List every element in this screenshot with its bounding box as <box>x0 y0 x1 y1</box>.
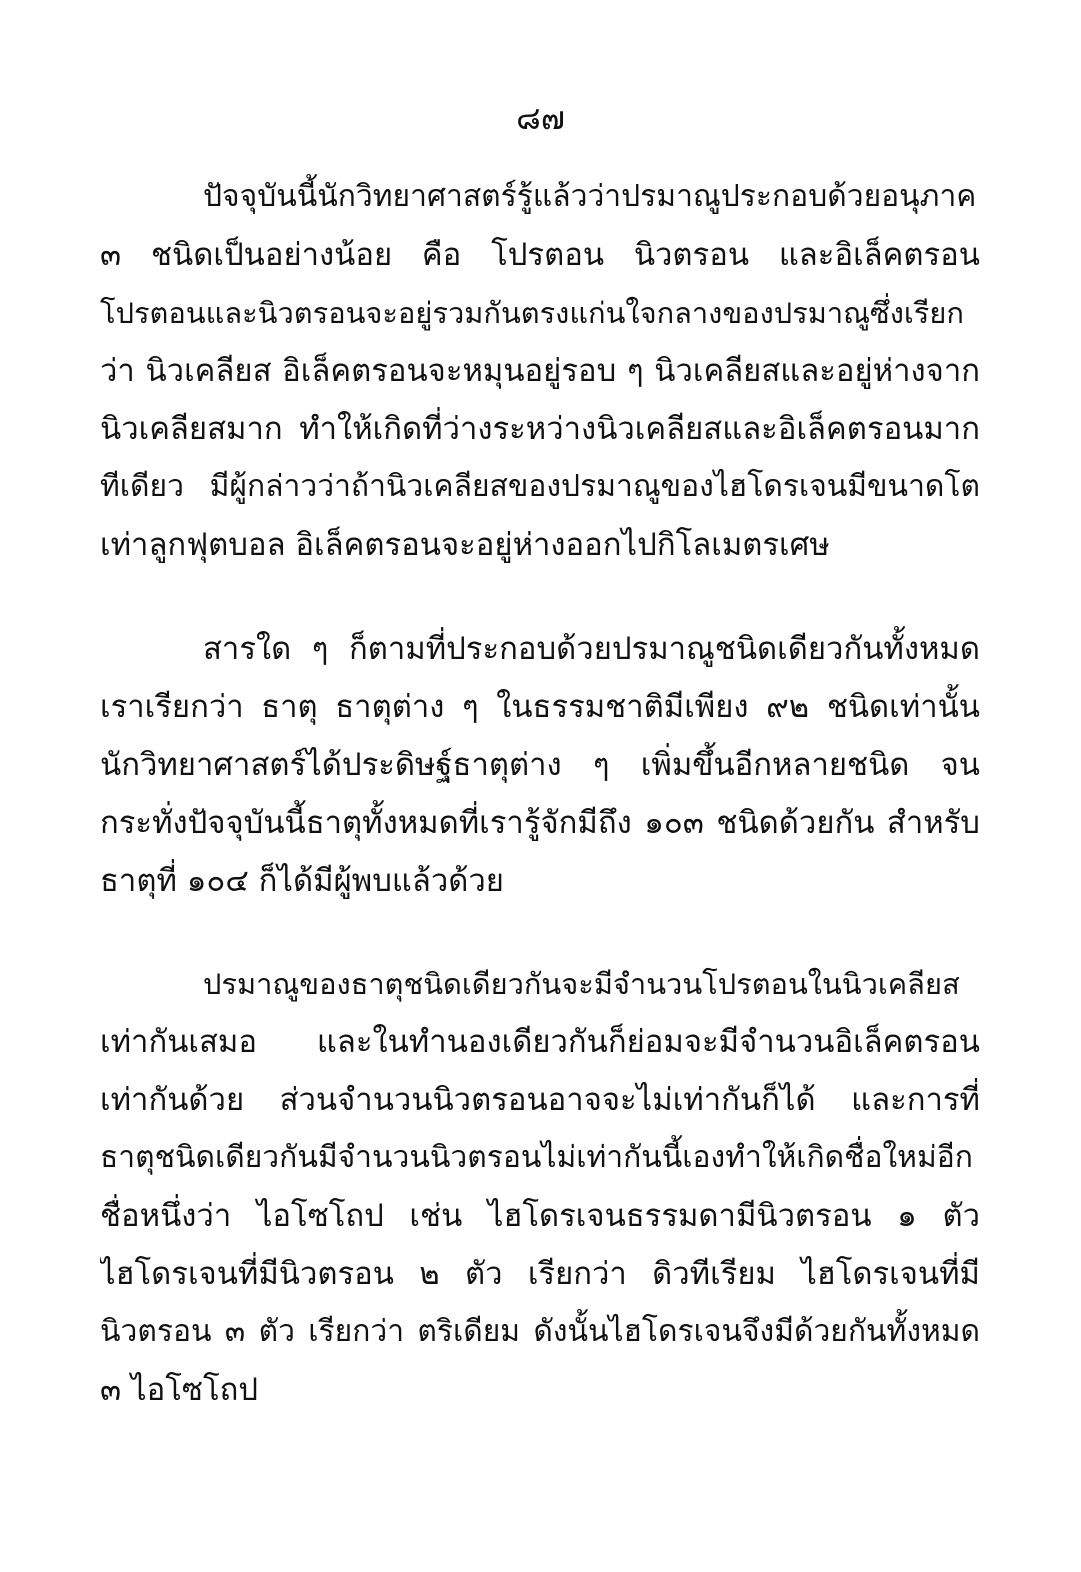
text-line: เท่ากันด้วย ส่วนจำนวนนิวตรอนอาจจะไม่เท่ากันก็ได้ และการที่ <box>100 1082 980 1118</box>
text-line: ปัจจุบันนี้นักวิทยาศาสตร์รู้แล้วว่าปรมาณูประกอบด้วยอนุภาค <box>203 179 977 214</box>
text-line: โปรตอนและนิวตรอนจะอยู่รวมกันตรงแก่นใจกลางของปรมาณูซึ่งเรียก <box>100 296 964 330</box>
text-line: ทีเดียว มีผู้กล่าวว่าถ้านิวเคลียสของปรมาณูของไฮโดรเจนมีขนาดโต <box>100 469 980 504</box>
text-line: เราเรียกว่า ธาตุ ธาตุต่าง ๆ ในธรรมชาติมีเพียง ๙๒ ชนิดเท่านั้น <box>100 689 980 725</box>
paragraph-elements <box>100 620 980 910</box>
text-line: ว่า นิวเคลียส อิเล็คตรอนจะหมุนอยู่รอบ ๆ นิวเคลียสและอยู่ห่างจาก <box>100 353 980 389</box>
text-line: กระทั่งปัจจุบันนี้ธาตุทั้งหมดที่เรารู้จักมีถึง ๑๐๓ ชนิดด้วยกัน สำหรับ <box>100 805 980 841</box>
paragraph-isotopes <box>100 955 980 1419</box>
text-line: นิวเคลียสมาก ทำให้เกิดที่ว่างระหว่างนิวเคลียสและอิเล็คตรอนมาก <box>100 411 980 447</box>
text-line: ชื่อหนึ่งว่า ไอโซโถป เช่น ไฮโดรเจนธรรมดามีนิวตรอน ๑ ตัว <box>100 1198 980 1234</box>
text-line: นิวตรอน ๓ ตัว เรียกว่า ตริเดียม ดังนั้นไฮโดรเจนจึงมีด้วยกันทั้งหมด <box>100 1314 980 1349</box>
text-line: ธาตุชนิดเดียวกันมีจำนวนนิวตรอนไม่เท่ากันนี้เองทำให้เกิดชื่อใหม่อีก <box>100 1140 973 1175</box>
text-line: เท่ากันเสมอ และในทำนองเดียวกันก็ย่อมจะมีจำนวนอิเล็คตรอน <box>100 1024 980 1060</box>
text-line: ไฮโดรเจนที่มีนิวตรอน ๒ ตัว เรียกว่า ดิวทีเรียม ไฮโดรเจนที่มี <box>100 1256 980 1292</box>
paragraph-atomic-structure <box>100 168 980 574</box>
text-line: เท่าลูกฟุตบอล อิเล็คตรอนจะอยู่ห่างออกไปกิโลเมตรเศษ <box>100 527 830 563</box>
text-line: ๓ ชนิดเป็นอย่างน้อย คือ โปรตอน นิวตรอน และอิเล็คตรอน <box>100 237 980 273</box>
text-line: ๓ ไอโซโถป <box>100 1372 259 1408</box>
text-line: ธาตุที่ ๑๐๔ ก็ได้มีผู้พบแล้วด้วย <box>100 863 504 899</box>
page-number: ๘๗ <box>516 99 565 137</box>
text-line: ปรมาณูของธาตุชนิดเดียวกันจะมีจำนวนโปรตอนในนิวเคลียส <box>203 967 960 1001</box>
text-line: สารใด ๆ ก็ตามที่ประกอบด้วยปรมาณูชนิดเดียวกันทั้งหมด <box>203 631 980 667</box>
text-line: นักวิทยาศาสตร์ได้ประดิษฐ์ธาตุต่าง ๆ เพิ่มขึ้นอีกหลายชนิด จน <box>100 747 980 783</box>
